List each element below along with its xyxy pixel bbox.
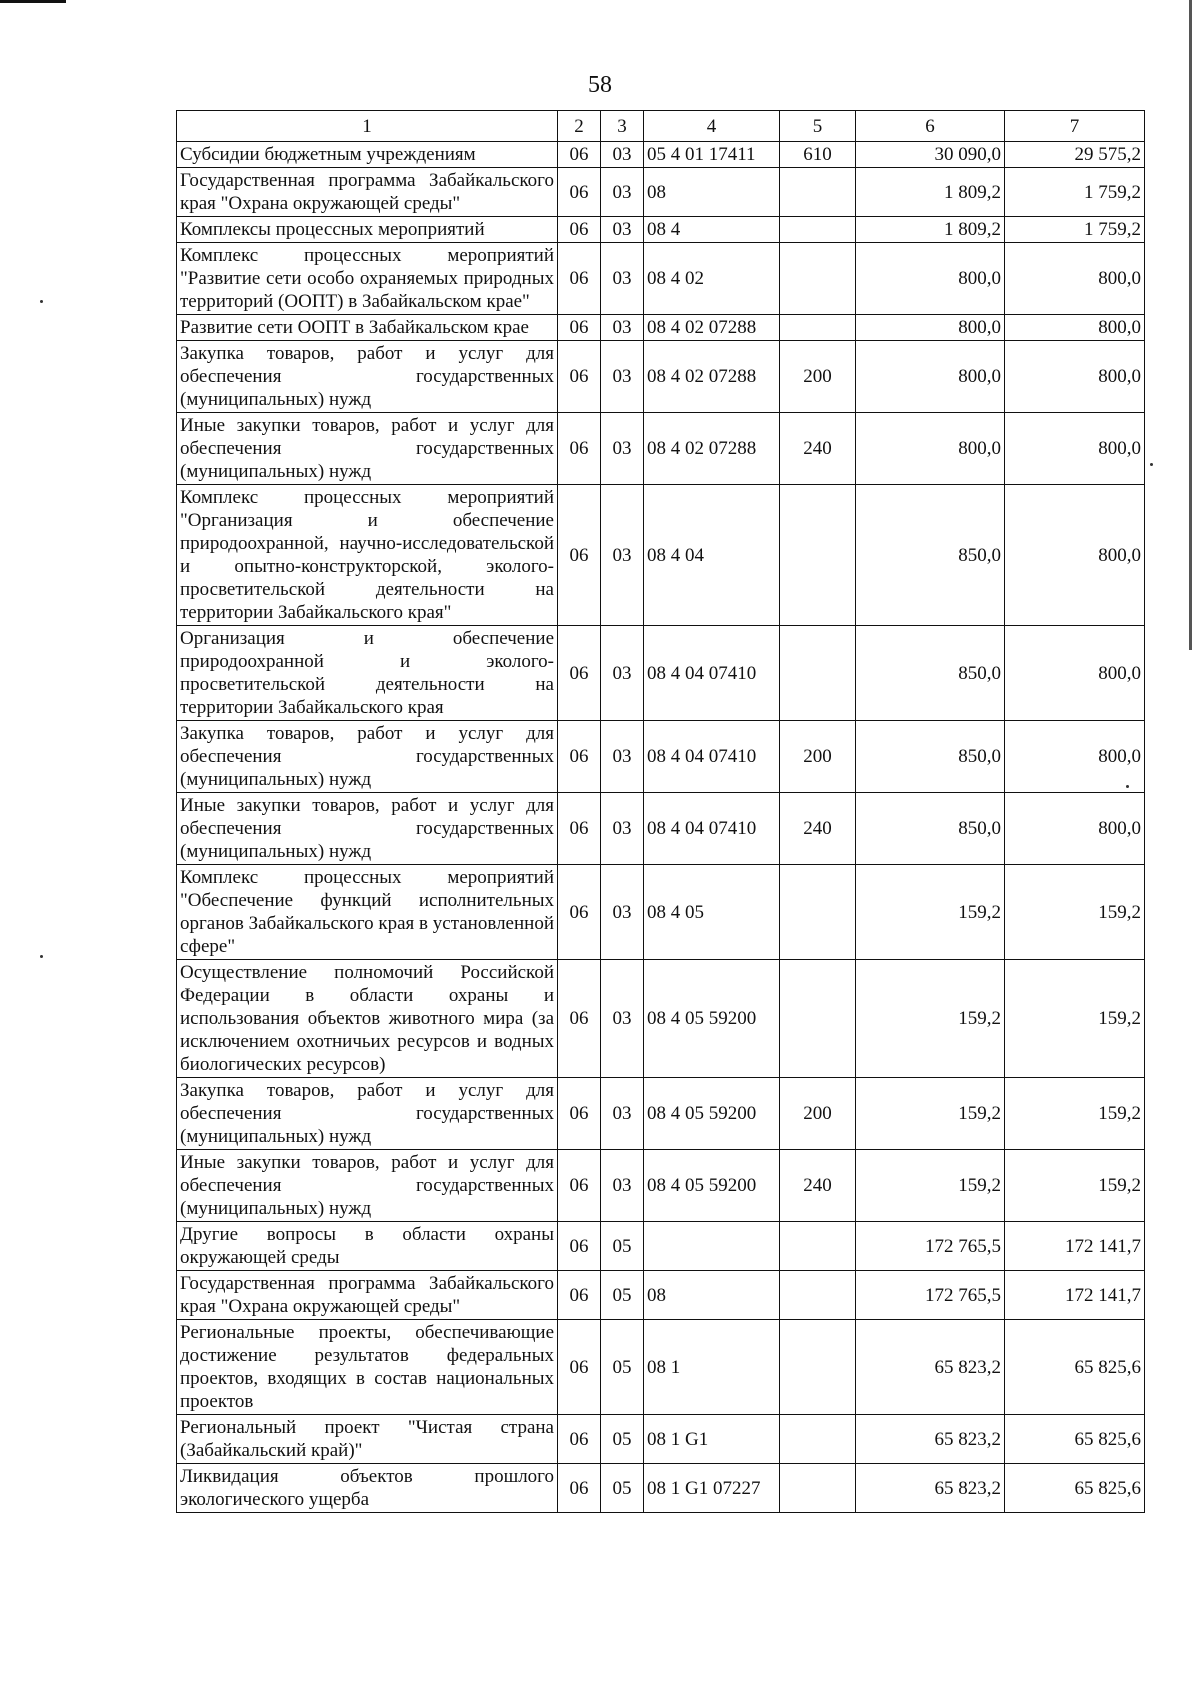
subsection-code-cell: 03 — [601, 793, 644, 865]
amount-year1-cell: 850,0 — [856, 793, 1005, 865]
table-row — [177, 865, 1145, 960]
column-header: 2 — [558, 111, 601, 142]
amount-year1-cell: 850,0 — [856, 721, 1005, 793]
row-name-cell: Другие вопросы в области охраны окружающей среды — [177, 1222, 558, 1271]
expense-type-cell — [780, 960, 856, 1078]
budget-table — [176, 110, 1145, 1513]
table-row — [177, 793, 1145, 865]
subsection-code-cell: 03 — [601, 243, 644, 315]
subsection-code-cell: 03 — [601, 341, 644, 413]
scan-speck — [1150, 463, 1153, 466]
expense-type-cell — [780, 1320, 856, 1415]
section-code-cell: 06 — [558, 142, 601, 168]
scan-speck — [40, 300, 43, 303]
subsection-code-cell: 03 — [601, 865, 644, 960]
amount-year2-cell: 800,0 — [1005, 243, 1145, 315]
target-article-cell: 08 — [644, 1271, 780, 1320]
expense-type-cell — [780, 865, 856, 960]
section-code-cell: 06 — [558, 315, 601, 341]
amount-year1-cell: 800,0 — [856, 413, 1005, 485]
amount-year1-cell: 159,2 — [856, 1078, 1005, 1150]
target-article-cell: 08 1 G1 07227 — [644, 1464, 780, 1513]
expense-type-cell — [780, 315, 856, 341]
table-row — [177, 142, 1145, 168]
expense-type-cell — [780, 1464, 856, 1513]
target-article-cell: 08 4 02 07288 — [644, 413, 780, 485]
subsection-code-cell: 05 — [601, 1320, 644, 1415]
section-code-cell: 06 — [558, 865, 601, 960]
amount-year1-cell: 850,0 — [856, 626, 1005, 721]
row-name-cell: Комплексы процессных мероприятий — [177, 217, 558, 243]
target-article-cell: 08 4 — [644, 217, 780, 243]
column-header: 5 — [780, 111, 856, 142]
amount-year2-cell: 65 825,6 — [1005, 1320, 1145, 1415]
amount-year1-cell: 850,0 — [856, 485, 1005, 626]
amount-year1-cell: 800,0 — [856, 341, 1005, 413]
table-row — [177, 1464, 1145, 1513]
table-row — [177, 243, 1145, 315]
column-header: 3 — [601, 111, 644, 142]
column-header: 6 — [856, 111, 1005, 142]
table-row — [177, 315, 1145, 341]
section-code-cell: 06 — [558, 1078, 601, 1150]
amount-year1-cell: 159,2 — [856, 960, 1005, 1078]
expense-type-cell — [780, 168, 856, 217]
column-header: 4 — [644, 111, 780, 142]
amount-year1-cell: 159,2 — [856, 1150, 1005, 1222]
section-code-cell: 06 — [558, 1222, 601, 1271]
subsection-code-cell: 05 — [601, 1271, 644, 1320]
subsection-code-cell: 05 — [601, 1415, 644, 1464]
subsection-code-cell: 03 — [601, 721, 644, 793]
target-article-cell: 08 4 04 — [644, 485, 780, 626]
row-name-cell: Осуществление полномочий Российской Федерации в области охраны и использования объектов животного мира (за исключением охотничьих ресурсов и водных биологических ресурсов) — [177, 960, 558, 1078]
row-name-cell: Комплекс процессных мероприятий "Обеспечение функций исполнительных органов Забайкальского края в установленной сфере" — [177, 865, 558, 960]
section-code-cell: 06 — [558, 960, 601, 1078]
amount-year1-cell: 800,0 — [856, 315, 1005, 341]
subsection-code-cell: 03 — [601, 142, 644, 168]
subsection-code-cell: 03 — [601, 1150, 644, 1222]
amount-year2-cell: 800,0 — [1005, 315, 1145, 341]
amount-year1-cell: 65 823,2 — [856, 1320, 1005, 1415]
scan-speck — [40, 955, 43, 958]
row-name-cell: Комплекс процессных мероприятий "Развитие сети особо охраняемых природных территорий (ООПТ) в Забайкальском крае" — [177, 243, 558, 315]
amount-year2-cell: 159,2 — [1005, 1150, 1145, 1222]
expense-type-cell: 610 — [780, 142, 856, 168]
table-row — [177, 1150, 1145, 1222]
section-code-cell: 06 — [558, 626, 601, 721]
expense-type-cell — [780, 485, 856, 626]
target-article-cell: 08 4 05 — [644, 865, 780, 960]
table-row — [177, 721, 1145, 793]
page-number: 58 — [588, 72, 612, 98]
row-name-cell: Иные закупки товаров, работ и услуг для обеспечения государственных (муниципальных) нужд — [177, 793, 558, 865]
amount-year2-cell: 1 759,2 — [1005, 168, 1145, 217]
section-code-cell: 06 — [558, 721, 601, 793]
amount-year1-cell: 65 823,2 — [856, 1464, 1005, 1513]
expense-type-cell — [780, 1222, 856, 1271]
amount-year1-cell: 172 765,5 — [856, 1222, 1005, 1271]
table-row — [177, 960, 1145, 1078]
amount-year2-cell: 800,0 — [1005, 793, 1145, 865]
row-name-cell: Государственная программа Забайкальского края "Охрана окружающей среды" — [177, 1271, 558, 1320]
amount-year2-cell: 800,0 — [1005, 485, 1145, 626]
subsection-code-cell: 03 — [601, 485, 644, 626]
expense-type-cell — [780, 243, 856, 315]
table-row — [177, 341, 1145, 413]
table-row — [177, 1320, 1145, 1415]
subsection-code-cell: 03 — [601, 315, 644, 341]
subsection-code-cell: 03 — [601, 626, 644, 721]
section-code-cell: 06 — [558, 243, 601, 315]
expense-type-cell — [780, 1271, 856, 1320]
table-row — [177, 168, 1145, 217]
row-name-cell: Субсидии бюджетным учреждениям — [177, 142, 558, 168]
row-name-cell: Комплекс процессных мероприятий "Организация и обеспечение природоохранной, научно-исследовательской и опытно-конструкторской, эколого-просветительской деятельности на территории Забайкальского края" — [177, 485, 558, 626]
target-article-cell: 08 1 G1 — [644, 1415, 780, 1464]
amount-year2-cell: 65 825,6 — [1005, 1464, 1145, 1513]
expense-type-cell — [780, 1415, 856, 1464]
row-name-cell: Ликвидация объектов прошлого экологического ущерба — [177, 1464, 558, 1513]
expense-type-cell: 240 — [780, 413, 856, 485]
table-row — [177, 1415, 1145, 1464]
expense-type-cell: 200 — [780, 341, 856, 413]
amount-year2-cell: 159,2 — [1005, 865, 1145, 960]
amount-year2-cell: 800,0 — [1005, 626, 1145, 721]
section-code-cell: 06 — [558, 168, 601, 217]
table-row — [177, 1222, 1145, 1271]
subsection-code-cell: 03 — [601, 960, 644, 1078]
target-article-cell: 08 4 05 59200 — [644, 1078, 780, 1150]
row-name-cell: Государственная программа Забайкальского края "Охрана окружающей среды" — [177, 168, 558, 217]
table-row — [177, 413, 1145, 485]
section-code-cell: 06 — [558, 413, 601, 485]
subsection-code-cell: 03 — [601, 168, 644, 217]
expense-type-cell: 200 — [780, 1078, 856, 1150]
target-article-cell: 08 — [644, 168, 780, 217]
expense-type-cell: 240 — [780, 793, 856, 865]
row-name-cell: Иные закупки товаров, работ и услуг для обеспечения государственных (муниципальных) нужд — [177, 1150, 558, 1222]
row-name-cell: Закупка товаров, работ и услуг для обеспечения государственных (муниципальных) нужд — [177, 721, 558, 793]
row-name-cell: Иные закупки товаров, работ и услуг для обеспечения государственных (муниципальных) нужд — [177, 413, 558, 485]
target-article-cell: 08 4 02 — [644, 243, 780, 315]
amount-year2-cell: 172 141,7 — [1005, 1271, 1145, 1320]
amount-year2-cell: 1 759,2 — [1005, 217, 1145, 243]
expense-type-cell — [780, 217, 856, 243]
amount-year1-cell: 800,0 — [856, 243, 1005, 315]
target-article-cell: 08 4 05 59200 — [644, 1150, 780, 1222]
target-article-cell: 08 4 05 59200 — [644, 960, 780, 1078]
target-article-cell — [644, 1222, 780, 1271]
row-name-cell: Региональный проект "Чистая страна (Забайкальский край)" — [177, 1415, 558, 1464]
amount-year1-cell: 30 090,0 — [856, 142, 1005, 168]
section-code-cell: 06 — [558, 341, 601, 413]
row-name-cell: Закупка товаров, работ и услуг для обеспечения государственных (муниципальных) нужд — [177, 341, 558, 413]
target-article-cell: 08 4 04 07410 — [644, 793, 780, 865]
target-article-cell: 08 4 02 07288 — [644, 315, 780, 341]
subsection-code-cell: 05 — [601, 1464, 644, 1513]
row-name-cell: Региональные проекты, обеспечивающие достижение результатов федеральных проектов, входящих в состав национальных проектов — [177, 1320, 558, 1415]
section-code-cell: 06 — [558, 217, 601, 243]
table-row — [177, 1271, 1145, 1320]
row-name-cell: Организация и обеспечение природоохранной и эколого-просветительской деятельности на территории Забайкальского края — [177, 626, 558, 721]
section-code-cell: 06 — [558, 793, 601, 865]
amount-year2-cell: 172 141,7 — [1005, 1222, 1145, 1271]
amount-year1-cell: 1 809,2 — [856, 168, 1005, 217]
subsection-code-cell: 03 — [601, 413, 644, 485]
amount-year1-cell: 1 809,2 — [856, 217, 1005, 243]
amount-year2-cell: 65 825,6 — [1005, 1415, 1145, 1464]
target-article-cell: 08 4 04 07410 — [644, 721, 780, 793]
column-header: 1 — [177, 111, 558, 142]
amount-year2-cell: 800,0 — [1005, 413, 1145, 485]
target-article-cell: 08 1 — [644, 1320, 780, 1415]
amount-year1-cell: 172 765,5 — [856, 1271, 1005, 1320]
section-code-cell: 06 — [558, 1271, 601, 1320]
row-name-cell: Закупка товаров, работ и услуг для обеспечения государственных (муниципальных) нужд — [177, 1078, 558, 1150]
table-row — [177, 626, 1145, 721]
target-article-cell: 08 4 02 07288 — [644, 341, 780, 413]
scan-corner-mark — [0, 0, 66, 3]
subsection-code-cell: 03 — [601, 1078, 644, 1150]
section-code-cell: 06 — [558, 1320, 601, 1415]
expense-type-cell: 200 — [780, 721, 856, 793]
table-header-row — [177, 111, 1145, 142]
amount-year2-cell: 800,0 — [1005, 721, 1145, 793]
section-code-cell: 06 — [558, 1150, 601, 1222]
table-row — [177, 1078, 1145, 1150]
row-name-cell: Развитие сети ООПТ в Забайкальском крае — [177, 315, 558, 341]
subsection-code-cell: 03 — [601, 217, 644, 243]
table-row — [177, 217, 1145, 243]
section-code-cell: 06 — [558, 485, 601, 626]
section-code-cell: 06 — [558, 1464, 601, 1513]
amount-year2-cell: 159,2 — [1005, 960, 1145, 1078]
amount-year1-cell: 159,2 — [856, 865, 1005, 960]
amount-year1-cell: 65 823,2 — [856, 1415, 1005, 1464]
amount-year2-cell: 29 575,2 — [1005, 142, 1145, 168]
expense-type-cell: 240 — [780, 1150, 856, 1222]
amount-year2-cell: 800,0 — [1005, 341, 1145, 413]
target-article-cell: 08 4 04 07410 — [644, 626, 780, 721]
column-header: 7 — [1005, 111, 1145, 142]
section-code-cell: 06 — [558, 1415, 601, 1464]
amount-year2-cell: 159,2 — [1005, 1078, 1145, 1150]
subsection-code-cell: 05 — [601, 1222, 644, 1271]
target-article-cell: 05 4 01 17411 — [644, 142, 780, 168]
expense-type-cell — [780, 626, 856, 721]
table-row — [177, 485, 1145, 626]
